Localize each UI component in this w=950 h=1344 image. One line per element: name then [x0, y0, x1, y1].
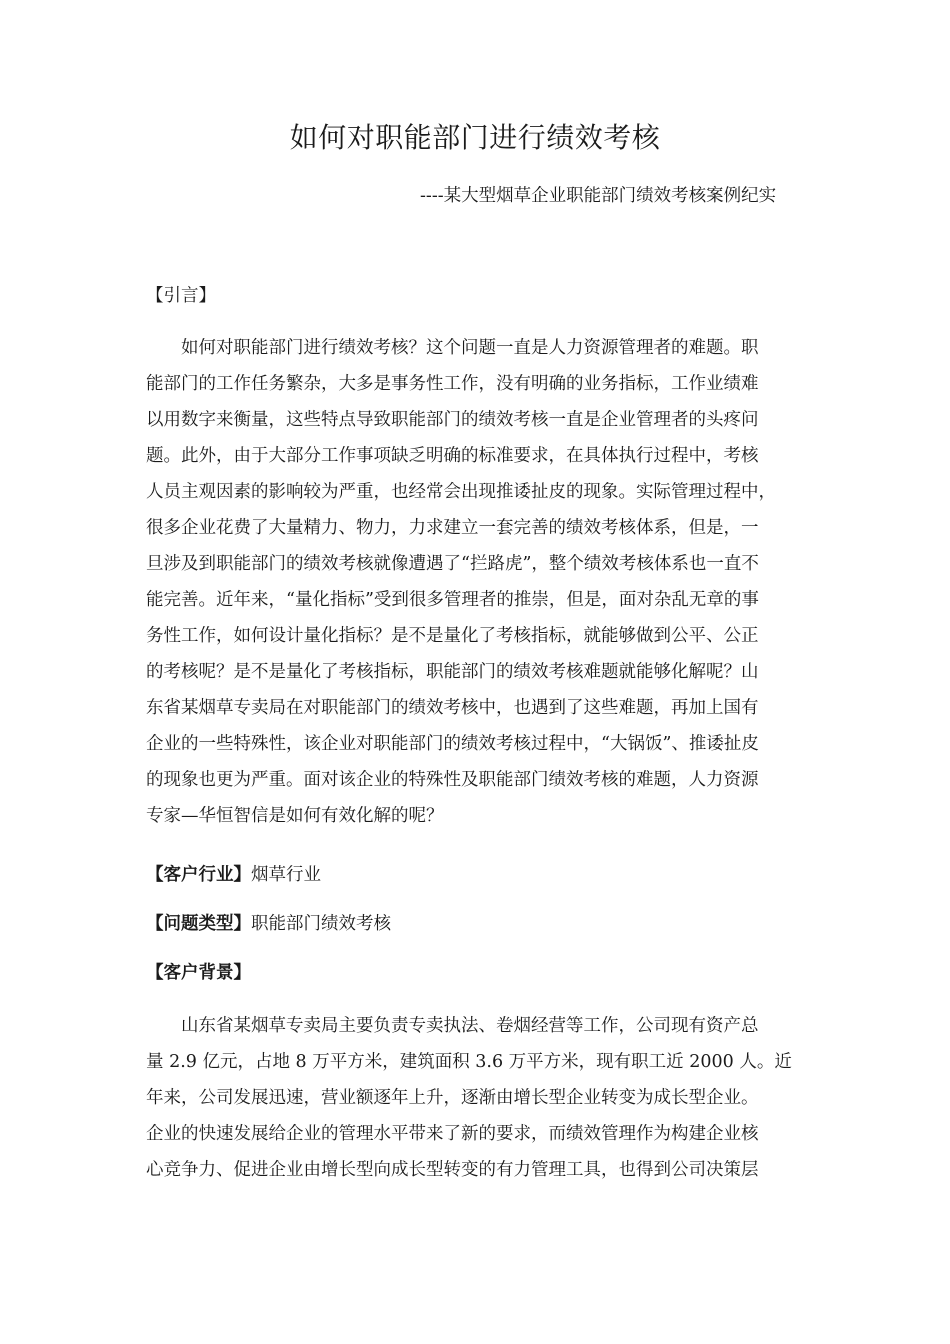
background-heading	[146, 959, 251, 987]
intro-line: 企业的一些特殊性，该企业对职能部门的绩效考核过程中，“大锅饭”、推诿扯皮	[146, 734, 759, 754]
background-heading-text: 【客户背景】	[146, 963, 251, 983]
background-line: 企业的快速发展给企业的管理水平带来了新的要求，而绩效管理作为构建企业核	[146, 1124, 759, 1144]
intro-line: 务性工作，如何设计量化指标？是不是量化了考核指标，就能够做到公平、公正	[146, 626, 759, 646]
intro-line: 题。此外，由于大部分工作事项缺乏明确的标准要求，在具体执行过程中，考核	[146, 446, 759, 466]
industry-row	[146, 861, 321, 889]
document-title: 如何对职能部门进行绩效考核	[289, 121, 661, 154]
intro-line: 能部门的工作任务繁杂，大多是事务性工作，没有明确的业务指标，工作业绩难	[146, 374, 759, 394]
background-line: 量 2.9 亿元，占地 8 万平方米，建筑面积 3.6 万平方米，现有职工近 2000 人。近	[146, 1052, 792, 1072]
problem-type-label: 【问题类型】	[146, 914, 251, 934]
intro-line: 的现象也更为严重。面对该企业的特殊性及职能部门绩效考核的难题，人力资源	[146, 770, 759, 790]
intro-line: 的考核呢？是不是量化了考核指标，职能部门的绩效考核难题就能够化解呢？山	[146, 662, 759, 682]
problem-type-row	[146, 910, 391, 938]
problem-type-value: 职能部门绩效考核	[251, 914, 391, 934]
intro-line: 旦涉及到职能部门的绩效考核就像遭遇了“拦路虎”，整个绩效考核体系也一直不	[146, 554, 759, 574]
industry-label: 【客户行业】	[146, 865, 251, 885]
intro-line: 能完善。近年来，“量化指标”受到很多管理者的推崇，但是，面对杂乱无章的事	[146, 590, 759, 610]
background-paragraph	[146, 1008, 822, 1188]
background-line: 心竞争力、促进企业由增长型向成长型转变的有力管理工具，也得到公司决策层	[146, 1160, 759, 1180]
industry-value: 烟草行业	[251, 865, 321, 885]
intro-line: 人员主观因素的影响较为严重，也经常会出现推诿扯皮的现象。实际管理过程中，	[146, 482, 776, 502]
intro-heading: 【引言】	[146, 286, 216, 306]
document-subtitle: ----某大型烟草企业职能部门绩效考核案例纪实	[420, 186, 777, 206]
intro-line: 如何对职能部门进行绩效考核？这个问题一直是人力资源管理者的难题。职	[146, 338, 759, 358]
intro-line: 东省某烟草专卖局在对职能部门的绩效考核中，也遇到了这些难题，再加上国有	[146, 698, 759, 718]
intro-line: 很多企业花费了大量精力、物力，力求建立一套完善的绩效考核体系，但是，一	[146, 518, 759, 538]
background-line: 年来，公司发展迅速，营业额逐年上升，逐渐由增长型企业转变为成长型企业。	[146, 1088, 759, 1108]
intro-paragraph	[146, 330, 822, 834]
background-line: 山东省某烟草专卖局主要负责专卖执法、卷烟经营等工作，公司现有资产总	[146, 1016, 759, 1036]
intro-line: 以用数字来衡量，这些特点导致职能部门的绩效考核一直是企业管理者的头疼问	[146, 410, 759, 430]
intro-line: 专家—华恒智信是如何有效化解的呢？	[146, 806, 444, 826]
